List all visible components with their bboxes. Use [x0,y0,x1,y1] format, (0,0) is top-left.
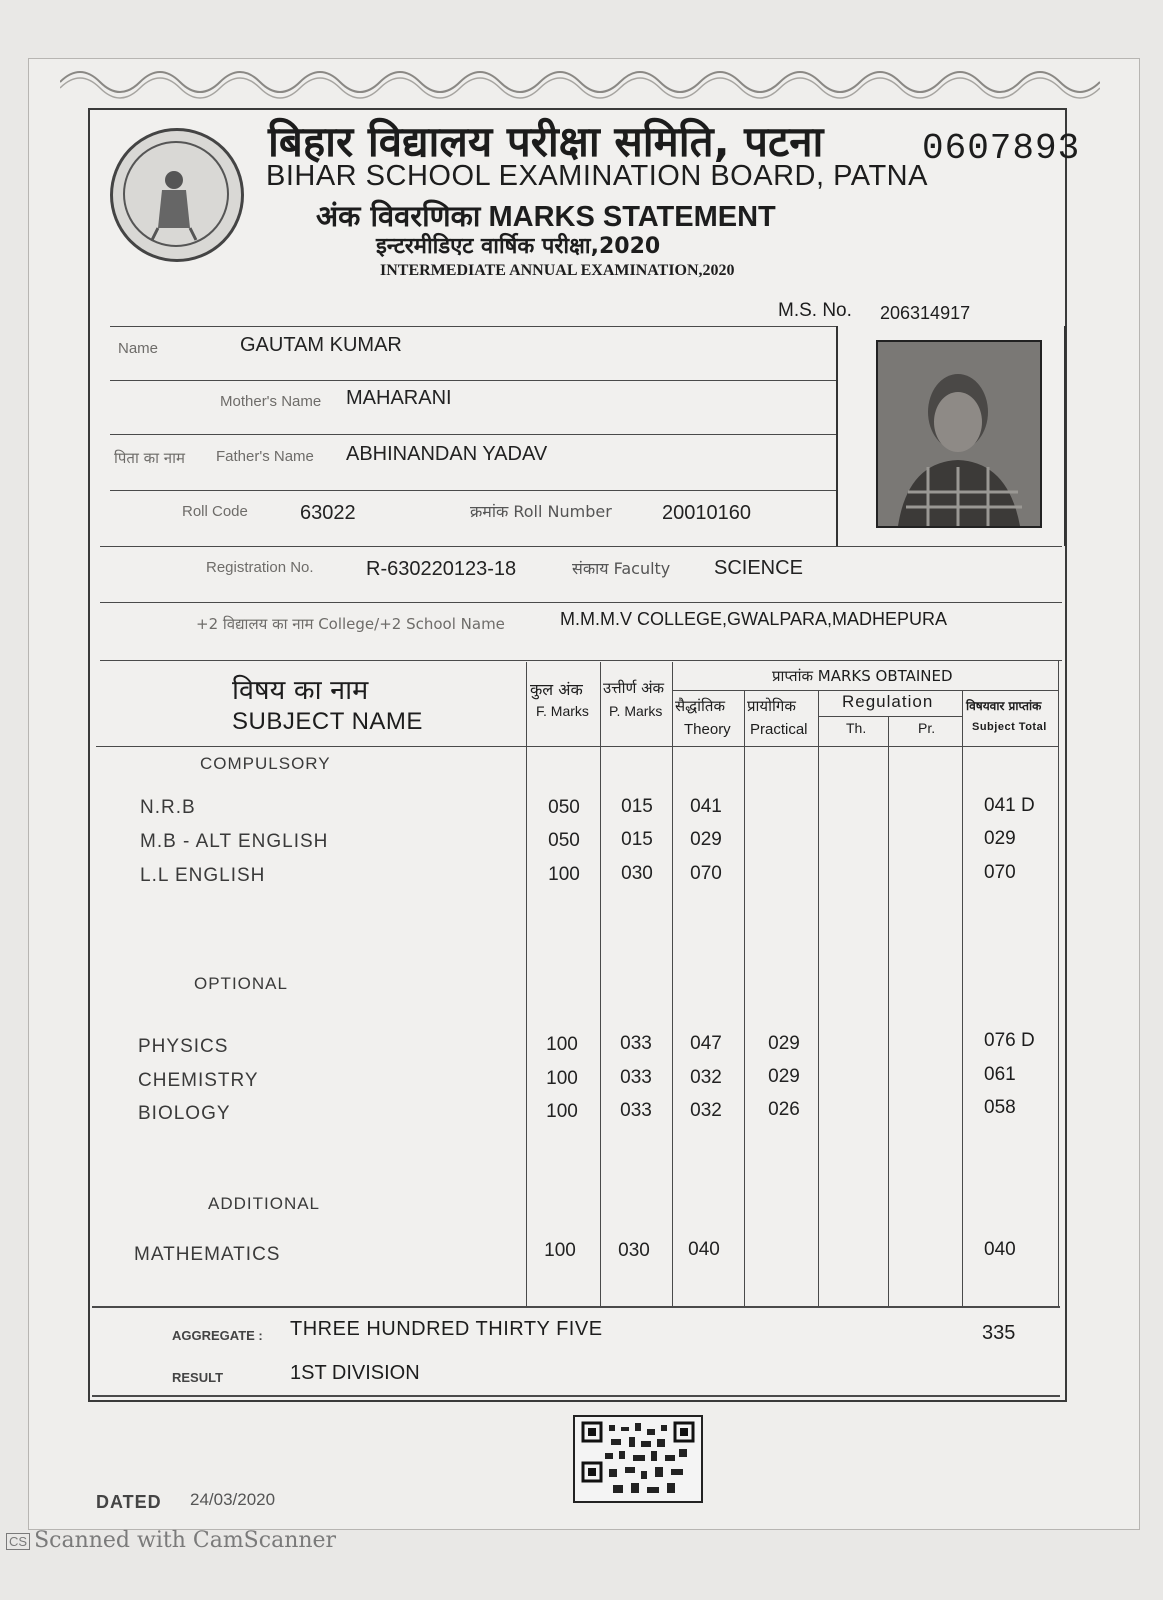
college-label: +2 विद्यालय का नाम College/+2 School Name [196,615,505,633]
subject-name: PHYSICS [138,1036,229,1057]
seal-figure-icon [110,128,238,256]
statement-title-hindi: अंक विवरणिका [316,199,481,233]
full-marks: 100 [546,1034,578,1055]
father-name-label-hindi: पिता का नाम [114,449,185,467]
theory-marks: 029 [690,829,722,850]
father-name: ABHINANDAN YADAV [346,443,548,465]
roll-number-label: क्रमांक Roll Number [470,502,612,521]
theory-header-hindi: सैद्धांतिक [675,697,725,715]
marks-obtained-header: प्राप्तांक MARKS OBTAINED [772,667,953,685]
student-photo [876,340,1042,528]
board-seal-emblem [110,128,244,262]
subject-total: 061 [984,1064,1016,1085]
full-marks: 100 [548,864,580,885]
optional-section-label: OPTIONAL [194,974,288,993]
registration-label: Registration No. [206,559,314,576]
subject-name: M.B - ALT ENGLISH [140,831,329,852]
border-wave-decoration [60,62,1100,102]
subject-total-header-hindi: विषयवार प्राप्तांक [966,699,1042,713]
compulsory-section-label: COMPULSORY [200,754,331,773]
subject-header-english: SUBJECT NAME [232,708,423,735]
pass-marks: 033 [620,1100,652,1121]
subject-name: BIOLOGY [138,1103,231,1124]
full-marks: 050 [548,830,580,851]
ms-no-label: M.S. No. [778,300,852,321]
practical-marks: 029 [768,1066,800,1087]
regulation-header: Regulation [842,692,934,711]
subject-total: 041 D [984,795,1035,816]
regulation-theory-header: Th. [846,720,867,736]
faculty: SCIENCE [714,557,803,579]
father-name-label: Father's Name [216,448,314,465]
aggregate-label: AGGREGATE : [172,1328,263,1343]
registration-number: R-630220123-18 [366,558,517,580]
roll-code-label: Roll Code [182,503,248,520]
subject-header-hindi: विषय का नाम [232,675,369,706]
subject-name: L.L ENGLISH [140,865,266,886]
college-name: M.M.M.V COLLEGE,GWALPARA,MADHEPURA [560,609,948,629]
statement-title-english: MARKS STATEMENT [488,201,776,233]
full-marks: 100 [544,1240,576,1261]
scanner-watermark [6,1528,336,1553]
subject-total: 029 [984,828,1016,849]
board-title-english: BIHAR SCHOOL EXAMINATION BOARD, PATNA [266,160,928,192]
theory-marks: 041 [690,796,722,817]
roll-number: 20010160 [662,502,751,524]
additional-section-label: ADDITIONAL [208,1194,321,1213]
full-marks: 050 [548,797,580,818]
faculty-label: संकाय Faculty [572,559,671,578]
theory-marks: 032 [690,1100,722,1121]
result-division: 1ST DIVISION [290,1362,420,1384]
dated-value: 24/03/2020 [190,1490,276,1509]
full-marks-header: F. Marks [536,703,589,719]
theory-marks: 040 [688,1239,720,1260]
student-name: GAUTAM KUMAR [240,334,402,356]
serial-number: 0607893 [922,128,1081,169]
pass-marks: 015 [621,796,653,817]
subject-total: 076 D [984,1030,1035,1051]
subject-total-header: Subject Total [972,721,1047,733]
theory-marks: 032 [690,1067,722,1088]
mother-name-label: Mother's Name [220,393,322,410]
roll-code: 63022 [300,502,356,524]
name-label: Name [118,340,159,357]
full-marks: 100 [546,1068,578,1089]
mother-name: MAHARANI [346,387,452,409]
pass-marks: 030 [618,1240,650,1261]
subject-total: 040 [984,1239,1016,1260]
subject-name: CHEMISTRY [138,1070,259,1091]
subject-total: 058 [984,1097,1016,1118]
theory-marks: 047 [690,1033,722,1054]
pass-marks: 033 [620,1033,652,1054]
subject-total: 070 [984,862,1016,883]
scanner-watermark-text: Scanned with CamScanner [34,1528,337,1553]
practical-header-hindi: प्रायोगिक [747,697,796,715]
full-marks-header-hindi: कुल अंक [530,680,583,699]
qr-code [573,1415,703,1503]
theory-header: Theory [684,721,731,738]
subject-name: N.R.B [140,797,196,818]
pass-marks: 015 [621,829,653,850]
exam-title-hindi: इन्टरमीडिएट वार्षिक परीक्षा,2020 [376,234,661,259]
pass-marks-header-hindi: उत्तीर्ण अंक [603,679,665,697]
camscanner-logo-icon: CS [6,1533,30,1550]
result-label: RESULT [172,1370,224,1385]
subject-name: MATHEMATICS [134,1244,281,1265]
full-marks: 100 [546,1101,578,1122]
practical-marks: 026 [768,1099,800,1120]
dated-label: DATED [96,1492,162,1512]
regulation-practical-header: Pr. [918,720,936,736]
practical-header: Practical [750,721,808,738]
pass-marks: 033 [620,1067,652,1088]
practical-marks: 029 [768,1033,800,1054]
exam-title-english: INTERMEDIATE ANNUAL EXAMINATION,2020 [380,262,735,279]
board-title-hindi: बिहार विद्यालय परीक्षा समिति, पटना [268,117,824,166]
ms-no-value: 206314917 [880,303,971,323]
aggregate-in-words: THREE HUNDRED THIRTY FIVE [290,1318,603,1340]
theory-marks: 070 [690,863,722,884]
aggregate-marks: 335 [982,1322,1016,1344]
pass-marks: 030 [621,863,653,884]
pass-marks-header: P. Marks [609,703,663,719]
